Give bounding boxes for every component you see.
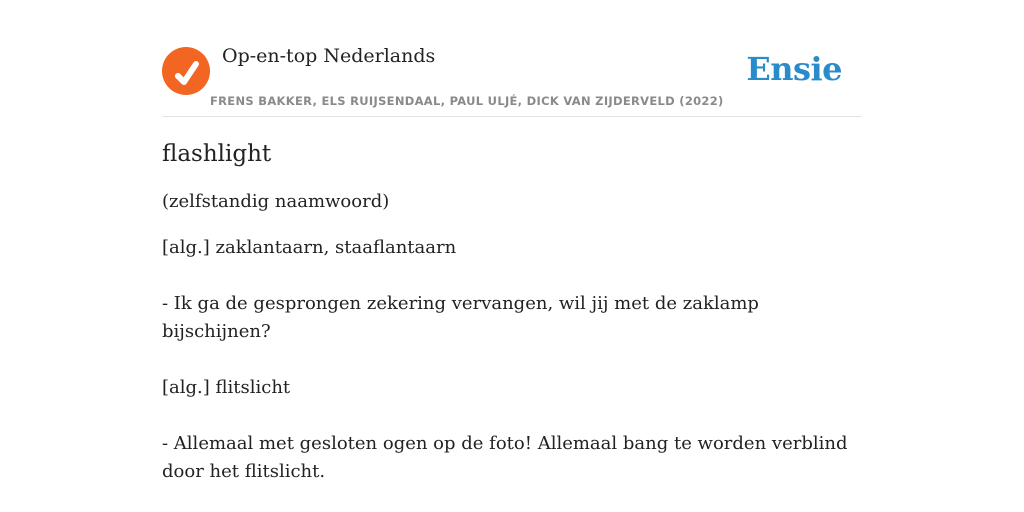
brand-logo[interactable]: Ensie <box>746 50 842 88</box>
source-title[interactable]: Op-en-top Nederlands <box>222 45 436 67</box>
checkmark-icon[interactable] <box>162 47 210 95</box>
definition-line: [alg.] zaklantaarn, staaflantaarn <box>162 237 457 258</box>
definition-line: [alg.] flitslicht <box>162 377 291 398</box>
entry-content <box>162 136 852 512</box>
example-line: - Ik ga de gesprongen zekering vervangen, wil jij met de zaklamp bijschijnen? <box>162 293 759 342</box>
entry-headword: flashlight <box>162 141 272 167</box>
source-header <box>162 0 862 117</box>
part-of-speech: (zelfstandig naamwoord) <box>162 191 390 212</box>
source-authors: FRENS BAKKER, ELS RUIJSENDAAL, PAUL ULJÉ, DICK VAN ZIJDERVELD (2022) <box>210 94 724 108</box>
example-line: - Allemaal met gesloten ogen op de foto! Allemaal bang te worden verblind door het flitslicht. <box>162 433 848 482</box>
